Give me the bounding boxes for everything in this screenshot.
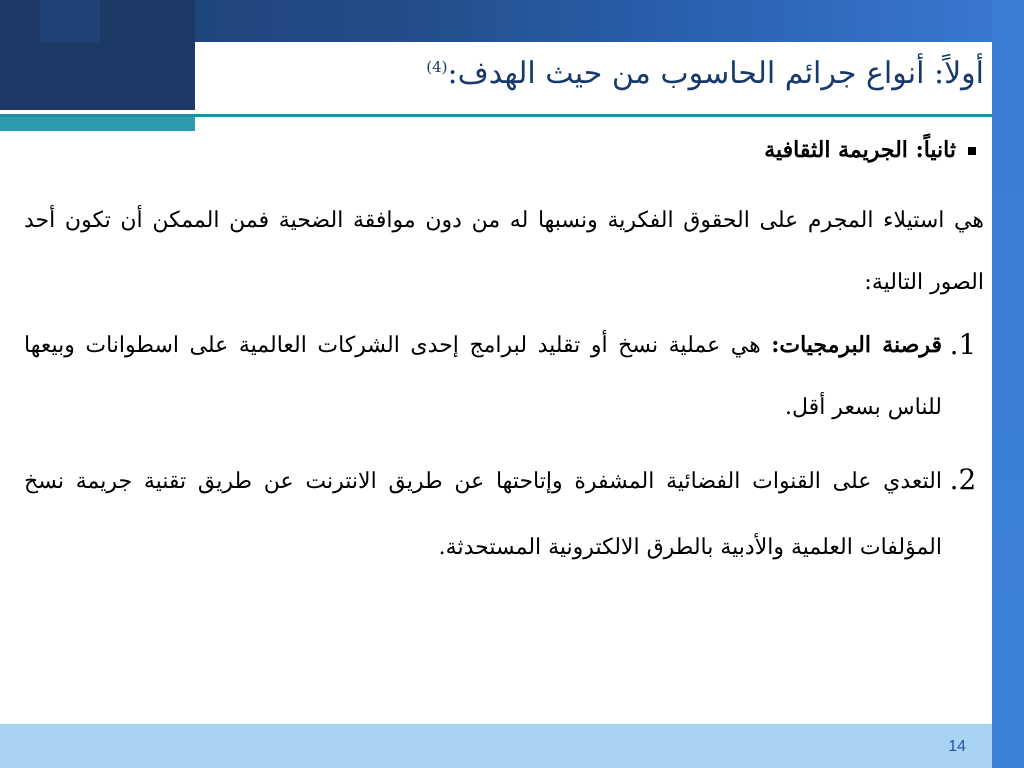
slide-title-text: أولاً: أنواع جرائم الحاسوب من حيث الهدف: [447,56,984,91]
square-bullet-icon [968,147,976,155]
footer-band [0,724,992,768]
list-item-number: 2. [949,463,977,496]
intro-paragraph: هي استيلاء المجرم على الحقوق الفكرية ونسبها له من دون موافقة الضحية فمن الممكن أن تكون أحد الصور التالية: [24,208,984,295]
list-item-body: هي عملية نسخ أو تقليد لبرامج إحدى الشركات العالمية على اسطوانات وبيعها للناس بسعر أقل. [24,333,942,420]
page-number: 14 [948,738,966,755]
list-item-text [24,314,942,439]
list-item-term: قرصنة البرمجيات: [771,332,942,358]
slide-content [24,132,984,722]
title-box [197,42,992,112]
list-item-text: التعدي على القنوات الفضائية المشفرة وإتاحتها عن طريق الانترنت عن طريق تقنية جريمة نسخ المؤلفات العلمية والأدبية بالطرق الالكترونية المستحدثة. [24,469,942,560]
right-decor-strip [992,0,1024,768]
list-item [24,314,984,439]
list-item [24,449,984,581]
slide-title [426,56,984,91]
slide-title-reference: (4) [426,58,448,76]
bullet-heading-text: ثانياً: الجريمة الثقافية [764,137,956,163]
header-navy-accent [40,0,100,42]
bullet-heading [24,132,984,168]
list-item-number: 1. [949,328,977,361]
teal-accent-block [0,117,195,131]
